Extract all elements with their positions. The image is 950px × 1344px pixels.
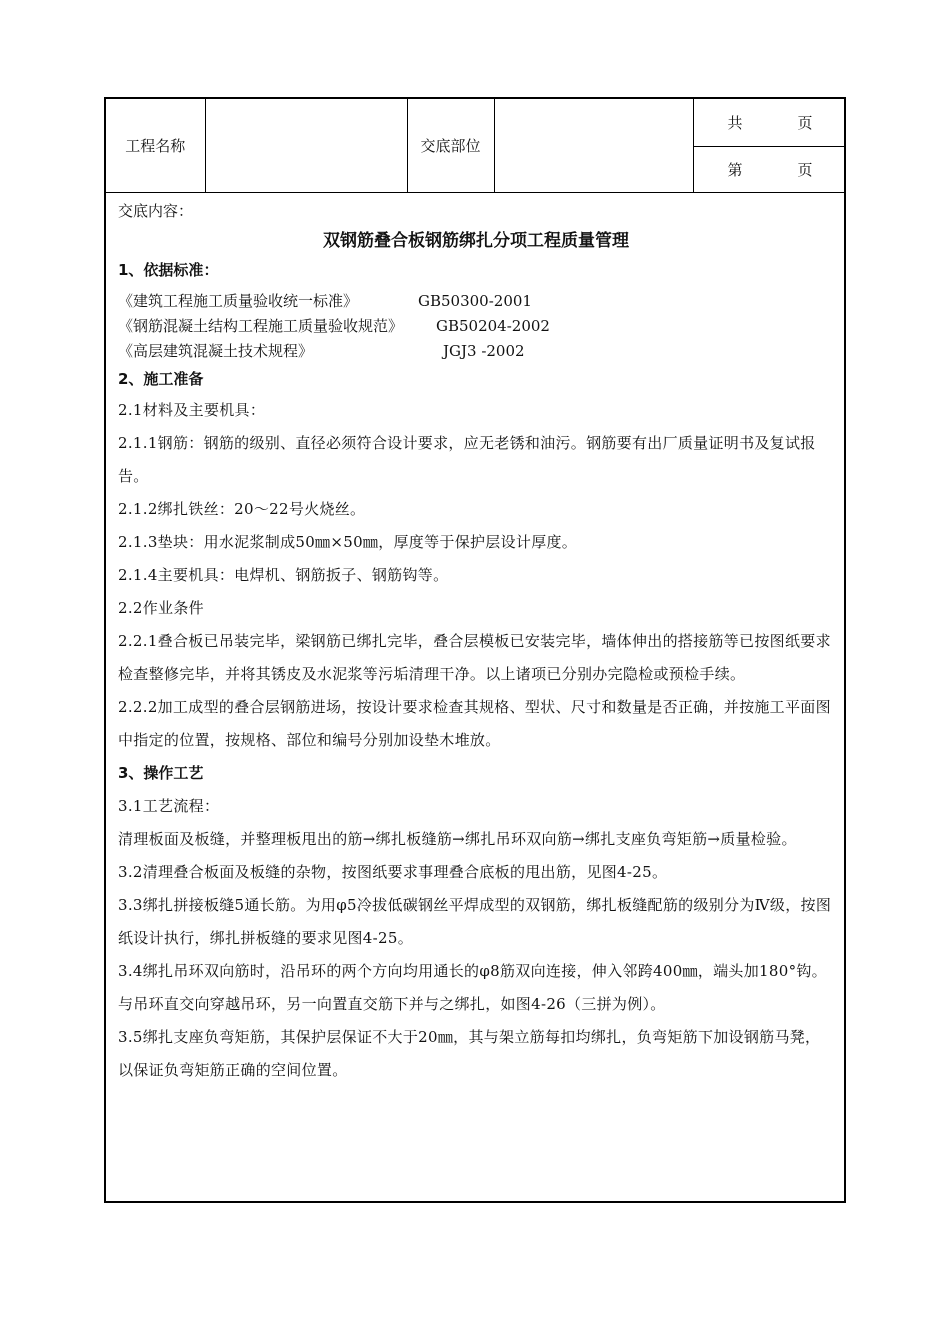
paragraph: 3.2清理叠合板面及板缝的杂物，按图纸要求事理叠合底板的甩出筋，见图4-25。 <box>118 862 668 881</box>
standard-item: 《建筑工程施工质量验收统一标准》 GB50300-2001 <box>118 291 532 310</box>
paragraph: 2.1.4主要机具：电焊机、钢筋扳子、钢筋钩等。 <box>118 565 449 584</box>
paragraph: 2.2.2加工成型的叠合层钢筋进场，按设计要求检查其规格、型状、尺寸和数量是否正确，并按施工平面图中指定的位置，按规格、部位和编号分别加设垫木堆放。 <box>118 697 831 749</box>
page-number-cell: 第 页 <box>693 146 844 192</box>
total-pages-cell: 共 页 <box>693 99 844 146</box>
doc-title: 双钢筋叠合板钢筋绑扎分项工程质量管理 <box>323 230 629 251</box>
paragraph: 3.5绑扎支座负弯矩筋，其保护层保证不大于20㎜，其与架立筋每扣均绑扎，负弯矩筋下加设钢筋马凳，以保证负弯矩筋正确的空间位置。 <box>118 1027 821 1079</box>
section-2-heading: 2、施工准备 <box>118 369 204 388</box>
paragraph: 2.1.3垫块：用水泥浆制成50㎜×50㎜，厚度等于保护层设计厚度。 <box>118 532 578 551</box>
paragraph: 3.1工艺流程： <box>118 796 220 815</box>
standard-item: 《钢筋混凝土结构工程施工质量验收规范》 GB50204-2002 <box>118 316 550 335</box>
intro-label: 交底内容： <box>118 201 194 220</box>
paragraph: 2.2作业条件 <box>118 598 204 617</box>
location-value[interactable] <box>494 99 693 192</box>
disclosure-sheet <box>104 97 846 1203</box>
section-3-heading: 3、操作工艺 <box>118 763 204 782</box>
paragraph: 3.4绑扎吊环双向筋时，沿吊环的两个方向均用通长的φ8筋双向连接，伸入邻跨400㎜，端头加180°钩。与吊环直交向穿越吊环，另一向置直交筋下并与之绑扎，如图4-26（三拼为例）。 <box>118 961 827 1013</box>
standard-item: 《高层建筑混凝土技术规程》 JGJ3 -2002 <box>118 341 525 360</box>
header-table <box>106 99 844 193</box>
section-1-heading: 1、依据标准： <box>118 260 219 279</box>
paragraph: 2.1.2绑扎铁丝：20～22号火烧丝。 <box>118 499 366 518</box>
disclosure-content <box>106 193 844 1087</box>
project-name-label: 工程名称 <box>106 99 205 192</box>
paragraph: 清理板面及板缝，并整理板甩出的筋→绑扎板缝筋→绑扎吊环双向筋→绑扎支座负弯矩筋→质量检验。 <box>118 829 797 848</box>
paragraph: 2.1材料及主要机具： <box>118 400 266 419</box>
project-name-value[interactable] <box>205 99 407 192</box>
location-label: 交底部位 <box>407 99 494 192</box>
paragraph: 2.1.1钢筋：钢筋的级别、直径必须符合设计要求，应无老锈和油污。钢筋要有出厂质量证明书及复试报告。 <box>118 433 816 485</box>
paragraph: 2.2.1叠合板已吊装完毕，梁钢筋已绑扎完毕，叠合层模板已安装完毕，墙体伸出的搭接筋等已按图纸要求检查整修完毕，并将其锈皮及水泥浆等污垢清理干净。以上诸项已分别办完隐检或预检手续。 <box>118 631 831 683</box>
paragraph: 3.3绑扎拼接板缝5通长筋。为用φ5冷拔低碳钢丝平焊成型的双钢筋，绑扎板缝配筋的级别分为Ⅳ级，按图纸设计执行，绑扎拼板缝的要求见图4-25。 <box>118 895 832 947</box>
